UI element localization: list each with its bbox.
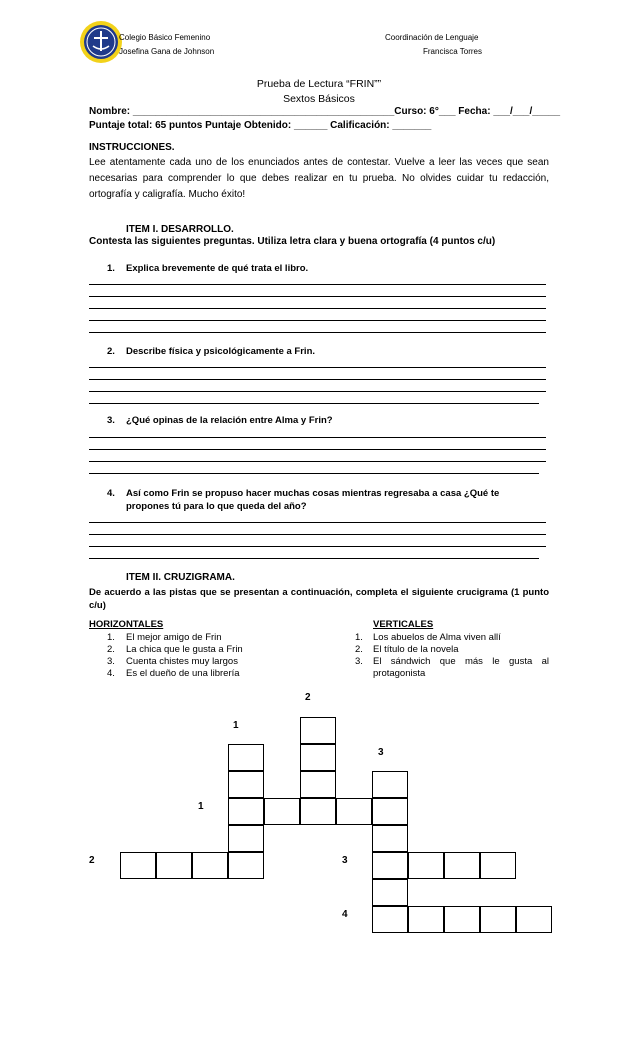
student-info-row: Nombre: _______________________________________________Curso: 6°___ Fecha: ___/___/_____ (89, 106, 561, 117)
question-1-number: 1. (107, 263, 115, 274)
crossword-cell[interactable] (228, 744, 264, 771)
crossword-cell[interactable] (480, 852, 516, 879)
crossword-cell[interactable] (300, 798, 336, 825)
crossword-cell[interactable] (516, 906, 552, 933)
crossword-cell[interactable] (372, 771, 408, 798)
coordinator-name: Francisca Torres (423, 47, 482, 56)
answer-line[interactable] (89, 473, 539, 474)
crossword-cell[interactable] (444, 906, 480, 933)
page-title: Prueba de Lectura “FRIN”” (256, 78, 382, 90)
answer-line[interactable] (89, 403, 539, 404)
answer-line[interactable] (89, 379, 546, 380)
item2-instructions: De acuerdo a las pistas que se presentan a continuación, completa el siguiente crucigrama (1 punto c/u) (89, 587, 549, 611)
crossword-cell[interactable] (120, 852, 156, 879)
coordination-name: Coordinación de Lenguaje (385, 33, 479, 42)
v-clue-3-continued: protagonista (373, 668, 426, 679)
crossword-cell[interactable] (408, 852, 444, 879)
crossword-number-vertical-1: 1 (233, 720, 239, 731)
item2-title: ITEM II. CRUZIGRAMA. (126, 572, 235, 583)
answer-line[interactable] (89, 546, 546, 547)
crossword-number-vertical-2: 2 (305, 692, 311, 703)
score-row: Puntaje total: 65 puntos Puntaje Obtenido: ______ Calificación: _______ (89, 120, 432, 131)
crossword-cell[interactable] (300, 744, 336, 771)
question-4-number: 4. (107, 488, 115, 499)
answer-line[interactable] (89, 320, 546, 321)
answer-line[interactable] (89, 522, 546, 523)
item1-title: ITEM I. DESARROLLO. (126, 224, 234, 235)
crossword-cell[interactable] (408, 906, 444, 933)
h-clue-3-number: 3. (107, 656, 115, 667)
crossword-cell[interactable] (372, 906, 408, 933)
item1-subtitle: Contesta las siguientes preguntas. Utiliza letra clara y buena ortografía (4 puntos c/u) (89, 236, 496, 247)
school-name: Colegio Básico Femenino (119, 33, 211, 42)
school-name-line2: Josefina Gana de Johnson (119, 47, 215, 56)
answer-line[interactable] (89, 308, 546, 309)
h-clue-4: Es el dueño de una librería (126, 668, 240, 679)
answer-line[interactable] (89, 332, 546, 333)
crossword-cell[interactable] (192, 852, 228, 879)
crossword-cell[interactable] (300, 717, 336, 744)
question-2: Describe física y psicológicamente a Frin. (126, 346, 316, 357)
answer-line[interactable] (89, 391, 546, 392)
v-clue-3: El sándwich que más le gusta al (373, 656, 549, 667)
v-clue-1: Los abuelos de Alma viven allí (373, 632, 501, 643)
crossword-cell[interactable] (336, 798, 372, 825)
crossword-cell[interactable] (228, 771, 264, 798)
crossword-number-horizontal-4: 4 (342, 909, 348, 920)
h-clue-4-number: 4. (107, 668, 115, 679)
answer-line[interactable] (89, 449, 546, 450)
crossword-cell[interactable] (372, 825, 408, 852)
horizontales-heading: HORIZONTALES (89, 619, 164, 630)
v-clue-3-number: 3. (355, 656, 363, 667)
crossword-cell[interactable] (228, 825, 264, 852)
h-clue-2-number: 2. (107, 644, 115, 655)
v-clue-1-number: 1. (355, 632, 363, 643)
question-1: Explica brevemente de qué trata el libro. (126, 263, 309, 274)
crossword-number-vertical-3: 3 (378, 747, 384, 758)
crossword-cell[interactable] (228, 852, 264, 879)
crossword-cell[interactable] (480, 906, 516, 933)
h-clue-2: La chica que le gusta a Frin (126, 644, 243, 655)
crossword-cell[interactable] (372, 879, 408, 906)
v-clue-2-number: 2. (355, 644, 363, 655)
question-4: Así como Frin se propuso hacer muchas cosas mientras regresaba a casa ¿Qué te (126, 488, 500, 499)
crossword-number-horizontal-1: 1 (198, 801, 204, 812)
answer-line[interactable] (89, 534, 546, 535)
verticales-heading: VERTICALES (373, 619, 434, 630)
question-2-number: 2. (107, 346, 115, 357)
answer-line[interactable] (89, 558, 539, 559)
instructions-title: INSTRUCCIONES. (89, 142, 175, 153)
answer-line[interactable] (89, 437, 546, 438)
question-4-continued: propones tú para lo que queda del año? (126, 501, 307, 512)
h-clue-1-number: 1. (107, 632, 115, 643)
instructions-text: Lee atentamente cada uno de los enunciados antes de contestar. Vuelve a leer las veces que sean necesarias para comprender lo que debes realizar en tu prueba. No olvides cuidar tu redacción, ortografía y caligrafía. Mucho éxito! (89, 157, 549, 200)
v-clue-2: El título de la novela (373, 644, 459, 655)
crossword-cell[interactable] (228, 798, 264, 825)
page-subtitle: Sextos Básicos (283, 93, 355, 105)
answer-line[interactable] (89, 367, 546, 368)
crossword-number-horizontal-3: 3 (342, 855, 348, 866)
crossword-cell[interactable] (372, 798, 408, 825)
crossword-cell[interactable] (264, 798, 300, 825)
crossword-cell[interactable] (156, 852, 192, 879)
h-clue-1: El mejor amigo de Frin (126, 632, 222, 643)
question-3: ¿Qué opinas de la relación entre Alma y Frin? (126, 415, 333, 426)
crossword-cell[interactable] (300, 771, 336, 798)
question-3-number: 3. (107, 415, 115, 426)
crossword-number-horizontal-2: 2 (89, 855, 95, 866)
answer-line[interactable] (89, 461, 546, 462)
answer-line[interactable] (89, 284, 546, 285)
answer-line[interactable] (89, 296, 546, 297)
crossword-cell[interactable] (444, 852, 480, 879)
crossword-cell[interactable] (372, 852, 408, 879)
h-clue-3: Cuenta chistes muy largos (126, 656, 238, 667)
school-logo (79, 20, 123, 64)
